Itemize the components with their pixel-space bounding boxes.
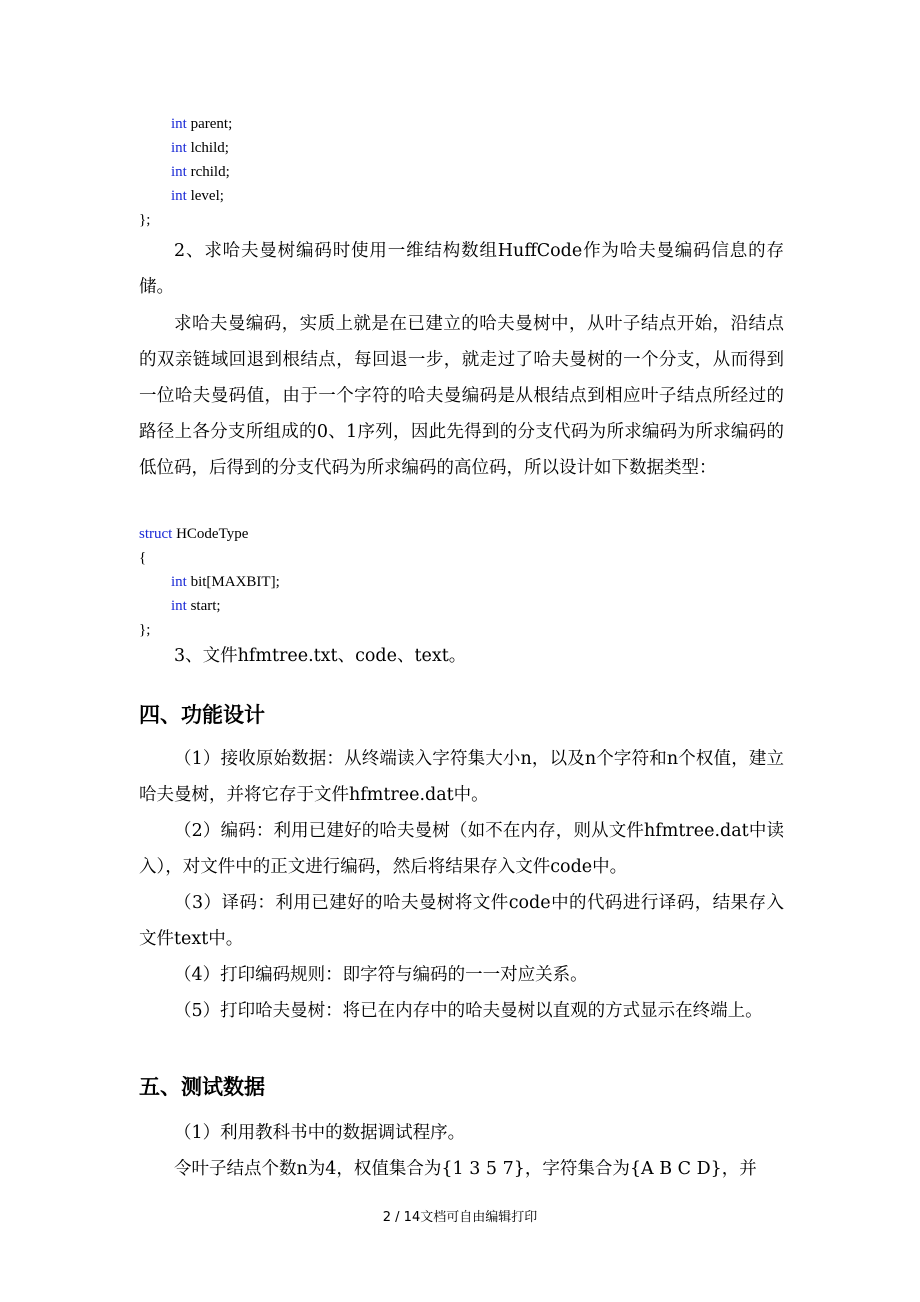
code-text: lchild; [186,140,229,156]
paragraph: 令叶子结点个数n为4，权值集合为{1 3 5 7}，字符集合为{A B C D}，并 [174,1159,757,1179]
list-item: （3）译码：利用已建好的哈夫曼树将文件code中的代码进行译码，结果存入文件text中。 [139,893,784,949]
list-item: （2）编码：利用已建好的哈夫曼树（如不在内存，则从文件hfmtree.dat中读入），对文件中的正文进行编码，然后将结果存入文件code中。 [139,821,784,877]
list-item: （4）打印编码规则：即字符与编码的一一对应关系。 [174,965,588,985]
code-text: bit[MAXBIT]; [186,574,280,590]
code-line [171,163,230,181]
code-line [171,573,280,591]
code-keyword: int [171,116,187,132]
code-text: HCodeType [172,526,249,542]
code-line [171,597,221,615]
code-keyword: int [171,140,187,156]
section-heading: 五、测试数据 [139,1075,265,1099]
code-line [171,115,232,133]
paragraph: 2、求哈夫曼树编码时使用一维结构数组HuffCode作为哈夫曼编码信息的存储。 [139,241,784,297]
code-text: parent; [186,116,233,132]
section-heading: 四、功能设计 [139,703,265,727]
list-item: （5）打印哈夫曼树：将已在内存中的哈夫曼树以直观的方式显示在终端上。 [174,1001,763,1021]
code-text: start; [186,598,221,614]
code-keyword: int [171,574,187,590]
code-line [139,525,248,543]
paragraph: 3、文件hfmtree.txt、code、text。 [174,646,467,666]
code-line [171,187,224,205]
code-closing: }; [139,212,151,228]
code-keyword: int [171,164,187,180]
code-keyword: int [171,188,187,204]
code-keyword: struct [139,526,173,542]
code-keyword: int [171,598,187,614]
paragraph: 求哈夫曼编码，实质上就是在已建立的哈夫曼树中，从叶子结点开始，沿结点的双亲链域回退到根结点，每回退一步，就走过了哈夫曼树的一个分支，从而得到一位哈夫曼码值，由于一个字符的哈夫曼编码是从根结点到相应叶子结点所经过的路径上各分支所组成的0、1序列，因此先得到的分支代码为所求编码为所求编码的低位码，后得到的分支代码为所求编码的高位码，所以设计如下数据类型： [139,314,784,478]
list-item: （1）利用教科书中的数据调试程序。 [174,1123,466,1143]
code-text: rchild; [186,164,230,180]
code-open: { [139,550,147,566]
list-item: （1）接收原始数据：从终端读入字符集大小n，以及n个字符和n个权值，建立哈夫曼树，并将它存于文件hfmtree.dat中。 [139,749,784,805]
code-line [171,139,229,157]
page-footer: 2 / 14文档可自由编辑打印 [382,1210,538,1225]
code-text: level; [186,188,224,204]
code-closing: }; [139,622,151,638]
